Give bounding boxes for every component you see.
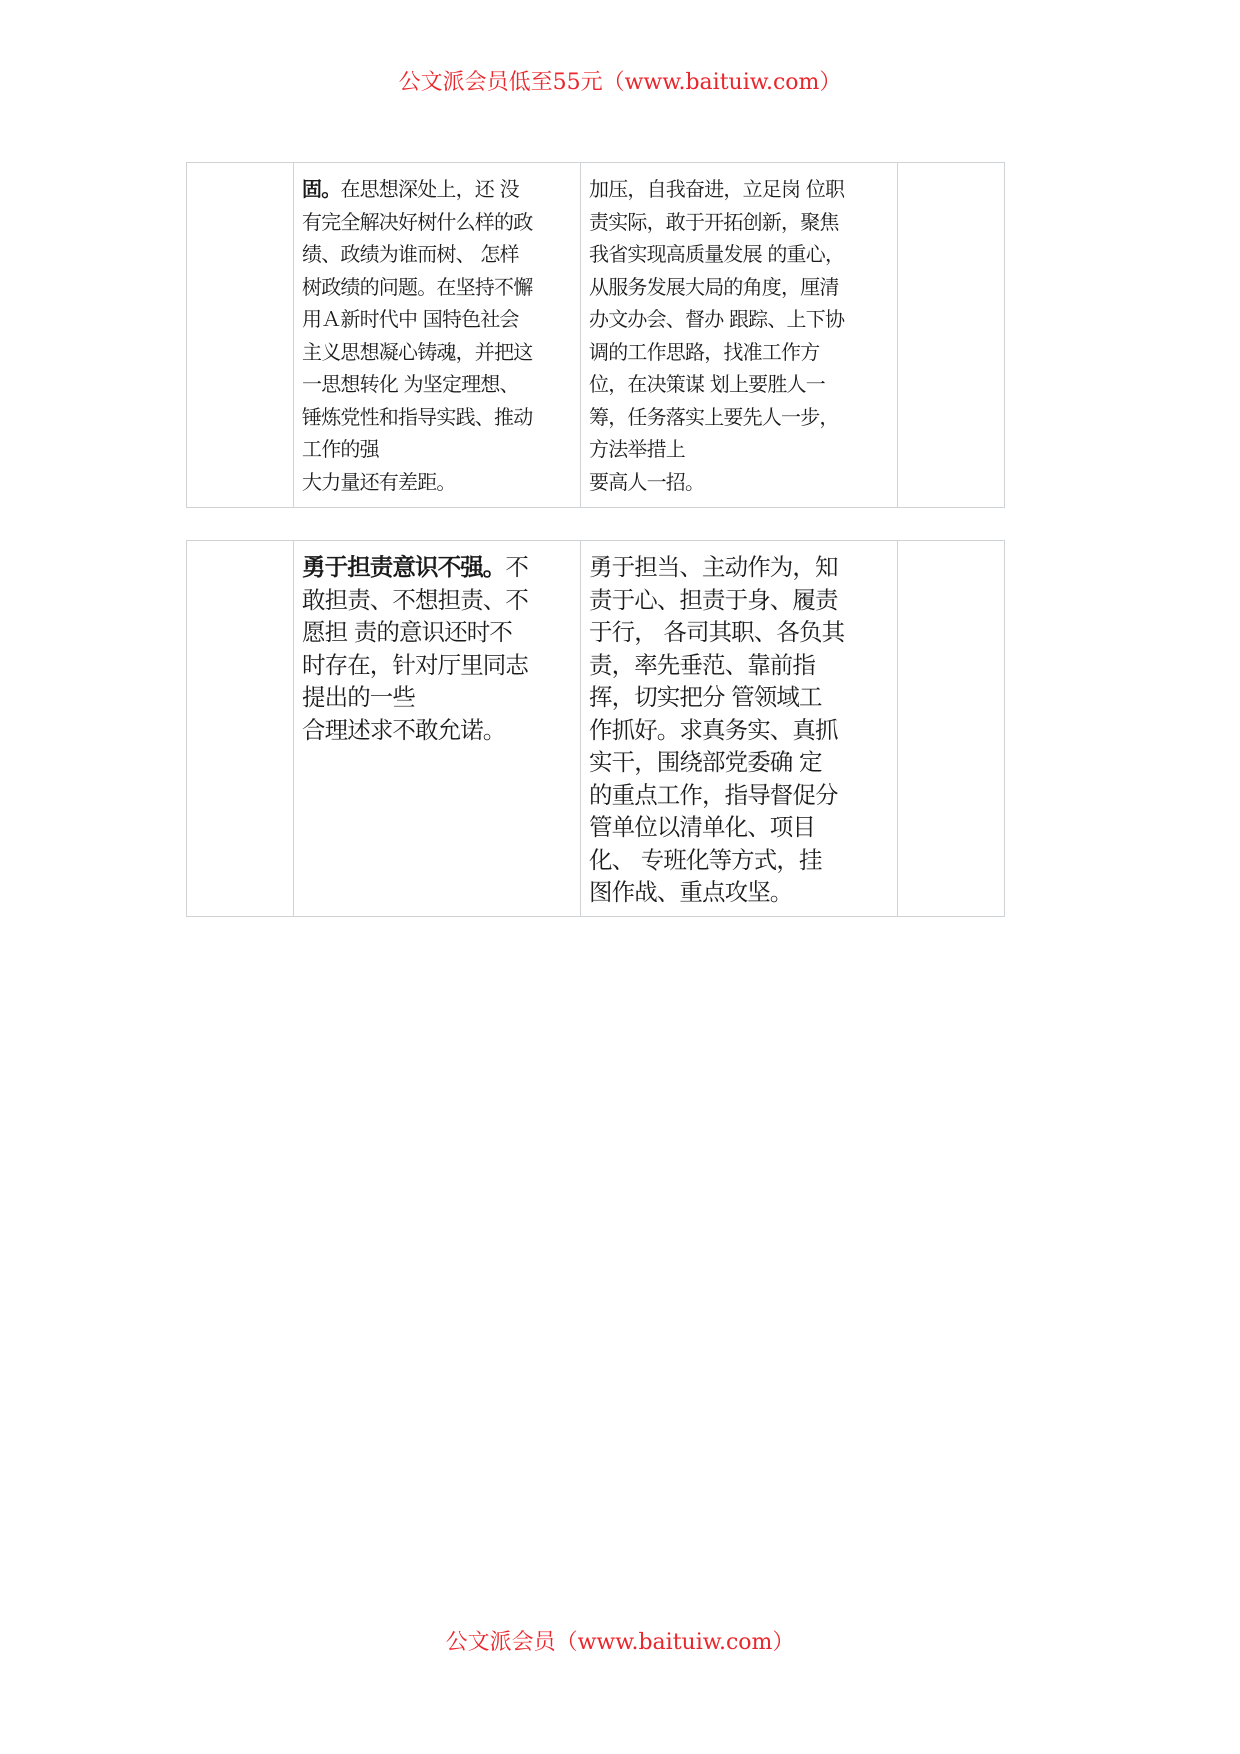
issue-paragraph <box>302 551 572 746</box>
issue-lead: 固。 <box>302 177 341 201</box>
empty-cell-left <box>187 541 294 917</box>
issue-text: 在思想深处上，还 没 有完全解决好树什么样的政 绩、政绩为谁而树、 怎样 树政绩的问题。在坚持不懈 用Ａ新时代中 国特色社会 主义思想凝心铸魂，并把这 一思想转化 为坚定理想、 锤炼党性和指导实践、推动 工作的强 大力量还有差距。 <box>302 177 533 494</box>
issue-cell <box>294 541 581 917</box>
issue-paragraph <box>302 173 572 498</box>
measure-cell <box>581 541 898 917</box>
measures-table-2 <box>186 540 1005 917</box>
measure-text: 勇于担当、主动作为，知 责于心、担责于身、履责 于行， 各司其职、各负其 责，率先垂范、靠前指 挥，切实把分 管领域工 作抓好。求真务实、真抓 实干，围绕部党委确 定 的重点工作，指导督促分 管单位以清单化、项目 化、 专班化等方式，挂 图作战、重点攻坚。 <box>589 553 845 906</box>
issue-lead: 勇于担责意识不强。 <box>302 553 506 581</box>
empty-cell-right <box>898 541 1005 917</box>
footer-banner: 公文派会员（www.baituiw.com） <box>445 1630 795 1655</box>
measure-text: 加压，自我奋进，立足岗 位职 责实际，敢于开拓创新，聚焦 我省实现高质量发展 的重心， 从服务发展大局的角度，厘清 办文办会、督办 跟踪、上下协 调的工作思路，找准工作方 位，在决策谋 划上要胜人一 筹，任务落实上要先人一步， 方法举措上 要高人一招。 <box>589 177 845 494</box>
measure-cell <box>581 163 898 508</box>
empty-cell-right <box>898 163 1005 508</box>
table-row <box>187 541 1005 917</box>
measures-table-1 <box>186 162 1005 508</box>
issue-text: 不 敢担责、不想担责、不 愿担 责的意识还时不 时存在，针对厅里同志 提出的一些 合理述求不敢允诺。 <box>302 553 529 744</box>
header-banner: 公文派会员低至55元（www.baituiw.com） <box>398 70 842 95</box>
table-row <box>187 163 1005 508</box>
empty-cell-left <box>187 163 294 508</box>
issue-cell <box>294 163 581 508</box>
